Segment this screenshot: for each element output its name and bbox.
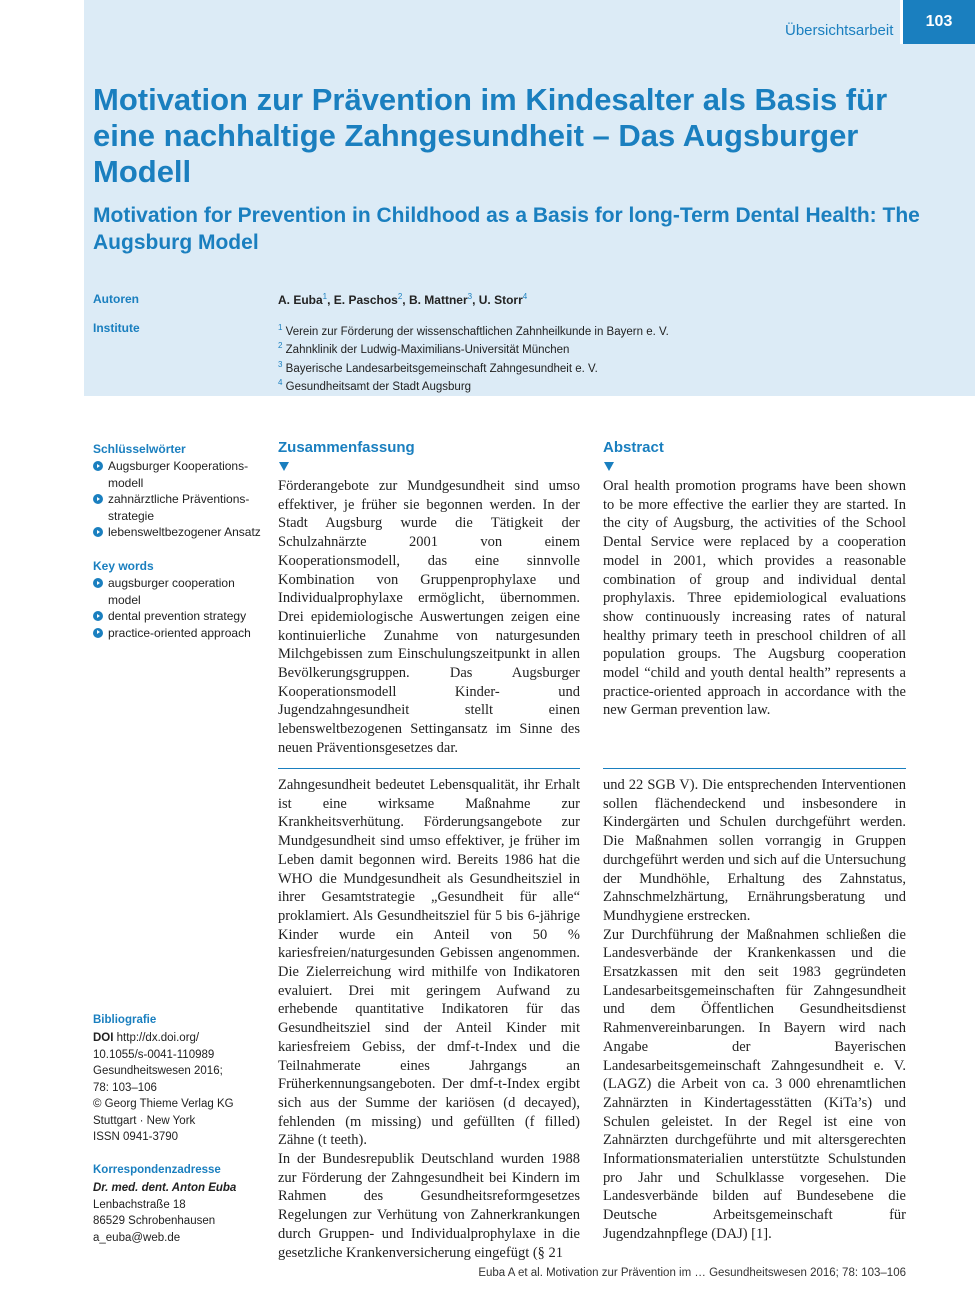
body-paragraph: Zahngesundheit bedeutet Lebensqualität, ihr Erhalt ist eine wirksame Maßnahme zur Krankheitsverhütung. Förderungsangebote zur Mundgesundheit sind umso effektiver, je früher im Leben damit begonnen wird. Bereits 1986 hat die WHO die Mundgesundheit als Gesundheitsziel in ihrer Gesamtstrategie „Gesundheit für alle“ proklamiert. Als Gesundheitsziel für 5 bis 6-jährige Kinder wurde ein Anteil von 50 % kariesfreien/naturgesunden Gebissen angenommen. Die Zielerreichung wird mithilfe von Indikatoren evaluiert. Drei mit geringem Aufwand zu erhebende quantitative Indikatoren für das Gesundheitsziel sind der Anteil Kinder mit kariesfreiem Gebiss, der dmf-t-Index und die Teilnahmerate eines Jahrgangs an Früherkennungsangeboten. Der dmf-t-Index ergibt sich aus der Summe der kariösen (d decayed), fehlenden (m missing) und gefüllten (f filled) Zähne (t teeth). (278, 777, 580, 1149)
institute-item (278, 339, 669, 357)
doi-link[interactable]: http://dx.doi.org/ (116, 1032, 200, 1044)
keywords-en-heading: Key words (93, 559, 154, 573)
institute-item (278, 376, 669, 394)
bibliografie-line: ISSN 0941-3790 (93, 1131, 179, 1143)
keyword-text: augsburger cooperation model (108, 576, 235, 607)
doi-label: DOI (93, 1032, 114, 1044)
triangle-down-icon (279, 462, 289, 471)
institutes-list (278, 321, 669, 394)
institutes-label: Institute (93, 321, 140, 335)
author-name: B. Mattner (408, 293, 468, 307)
triangle-down-icon (604, 462, 614, 471)
authors: A. Euba$^1$, E. Paschos$^2$, B. Mattner$^3$, U. Storr$^4$ (278, 292, 528, 307)
keyword-item (93, 575, 263, 608)
title-german: Motivation zur Prävention im Kindesalter als Basis für eine nachhaltige Zahngesundheit – Das Augsburger Modell (93, 82, 888, 189)
institute-number: 1 (278, 323, 283, 332)
author-name: U. Storr (478, 293, 523, 307)
keyword-text: dental prevention strategy (108, 609, 247, 623)
author-affiliation: 1 (322, 292, 328, 301)
institute-number: 2 (278, 341, 283, 351)
bibliografie-heading: Bibliografie (93, 1014, 157, 1026)
keyword-item (93, 625, 263, 642)
footer-citation: Euba A et al. Motivation zur Prävention im … Gesundheitswesen 2016; 78: 103–106 (478, 1267, 906, 1279)
institute-name: Zahnklinik der Ludwig-Maximilians-Universität München (285, 344, 570, 357)
author-name: A. Euba (278, 293, 323, 307)
bibliografie-line: Stuttgart · New York (93, 1114, 196, 1127)
bibliografie-block (93, 1030, 268, 1146)
arrow-bullet-icon (93, 578, 103, 588)
doi-line (93, 1030, 268, 1047)
keyword-item (93, 491, 263, 524)
body-paragraph: In der Bundesrepublik Deutschland wurden 1988 zur Förderung der Zahngesundheit bei Kindern im Rahmen des Gesundheitsreformgesetzes Regelungen zur Verhütung von Zahnerkrankungen durch Gruppen- und Individualprophylaxe in die gesetzliche Krankenversicherung eingefügt (§ 21 (278, 1151, 580, 1261)
institute-number: 4 (278, 377, 283, 387)
arrow-bullet-icon (93, 611, 103, 621)
divider-line (603, 768, 906, 769)
keyword-item (93, 458, 263, 491)
divider-line (278, 768, 580, 769)
arrow-bullet-icon (93, 461, 103, 471)
correspondent-name: Dr. med. dent. Anton Euba (93, 1182, 237, 1194)
authors-label: Autoren (93, 292, 139, 306)
body-column-right (603, 776, 906, 1244)
korrespondenz-block (93, 1180, 268, 1246)
zusammenfassung-text: Förderangebote zur Mundgesundheit sind umso effektiver, je früher sie begonnen werden. In der Stadt Augsburg wurde die Tätigkeit der Schulzahnärzte 2001 von einem Kooperationsmodell, das eine sinnvolle Kombination von Gruppenprophylaxe und Individualprophylaxe ermöglicht, übernommen. Drei epidemiologische Auswertungen zeigen eine kontinuierliche Zunahme von naturgesunden Milchgebissen zum Einschulungszeitpunkt in allen Bevölkerungsgruppen. Das Augsburger Kooperationsmodell Kinder- und Jugendzahngesundheit stellt einen lebensweltbezogenen Settingansatz im Sinne des neuen Präventionsgesetzes dar. (278, 478, 580, 756)
body-column-left (278, 776, 580, 1262)
bibliografie-line: Gesundheitswesen 2016; (93, 1065, 223, 1077)
author-affiliation: 2 (397, 292, 403, 301)
arrow-bullet-icon (93, 527, 103, 537)
author-affiliation: 3 (467, 292, 473, 301)
keywords-en-list (93, 575, 263, 641)
body-paragraph: Zur Durchführung der Maßnahmen schließen die Landesverbände der Krankenkassen und die Ersatzkassen mit den seit 1983 gegründeten Landesarbeitsgemeinschaften für Zahngesundheit und dem Öffentlichen Gesundheitsdienst Rahmenvereinbarungen. In Bayern wird nach Angabe der Bayerischen Landesarbeitsgemeinschaft Zahngesundheit e. V. (LAGZ) die Arbeit von ca. 3 000 ehrenamtlichen Zahnärzten in Kindertagesstätten (KiTa’s) und Schulen geleistet. In der Regel ist eine von Zahnärzten durchgeführte und mit altersgerechten Informationsmaterialien unterstützte Schulstunden pro Jahr und Schulklasse vorgesehen. Die Landesverbände bilden auf Bundesebene die Deutsche Arbeitsgemeinschaft für Jugendzahnpflege (DAJ) [1]. (603, 926, 906, 1242)
keywords-de-heading: Schlüsselwörter (93, 442, 186, 456)
keyword-item (93, 608, 263, 625)
korrespondenz-heading: Korrespondenzadresse (93, 1164, 221, 1176)
keyword-text: Augsburger Kooperations-modell (108, 459, 249, 490)
arrow-bullet-icon (93, 628, 103, 638)
institute-name: Verein zur Förderung der wissenschaftlichen Zahnheilkunde in Bayern e. V. (285, 325, 669, 338)
keyword-text: zahnärztliche Präventions-strategie (108, 492, 250, 523)
address-line: Lenbachstraße 18 (93, 1198, 186, 1211)
keyword-text: practice-oriented approach (108, 625, 251, 640)
author-name: E. Paschos (333, 293, 398, 307)
author-affiliation: 4 (522, 292, 528, 301)
keyword-item (93, 524, 263, 541)
address-line: 86529 Schrobenhausen (93, 1215, 216, 1227)
arrow-bullet-icon (93, 494, 103, 504)
institute-item (278, 321, 669, 339)
bibliografie-line: 78: 103–106 (93, 1081, 157, 1094)
institute-name: Bayerische Landesarbeitsgemeinschaft Zahngesundheit e. V. (285, 362, 598, 375)
keyword-text: lebensweltbezogener Ansatz (108, 525, 261, 539)
bibliografie-line: 10.1055/s-0041-110989 (93, 1048, 215, 1061)
bibliografie-line: © Georg Thieme Verlag KG (93, 1098, 234, 1110)
keywords-de-list (93, 458, 263, 541)
abstract-text: Oral health promotion programs have been shown to be more effective the earlier they are started. In the city of Augsburg, the activities of the School Dental Service were replaced by a cooperation model in 2001, which provides a reasonable combination of group and individual dental prophylaxis. Three epidemiological evaluations show continuously increasing rates of natural healthy primary teeth in preschool children of all population groups. The Augsburg cooperation model “child and youth dental health” represents a practice-oriented approach in accordance with the new German prevention law. (603, 478, 906, 719)
email-link[interactable]: a_euba@web.de (93, 1231, 181, 1244)
abstract-heading: Abstract (603, 439, 664, 456)
page-number: 103 (903, 0, 975, 44)
body-paragraph: und 22 SGB V). Die entsprechenden Interventionen sollen flächendeckend und insbesondere in Kindergärten und Schulen durchgeführt werden. Die Maßnahmen sollen vorrangig in Gruppen durchgeführt werden und sich auf die Untersuchung der Mundhöhle, Erhaltung des Zahnstatus, Zahnschmelzhärtung, Ernährungsberatung und Mundhygiene erstrecken. (603, 777, 906, 924)
institute-number: 3 (278, 359, 283, 369)
title-english: Motivation for Prevention in Childhood as a Basis for long-Term Dental Health: The Augsburg Model (93, 204, 920, 254)
zusammenfassung-heading: Zusammenfassung (278, 439, 415, 456)
section-label: Übersichtsarbeit (785, 22, 894, 39)
institute-name: Gesundheitsamt der Stadt Augsburg (285, 380, 472, 393)
institute-item (278, 358, 669, 376)
